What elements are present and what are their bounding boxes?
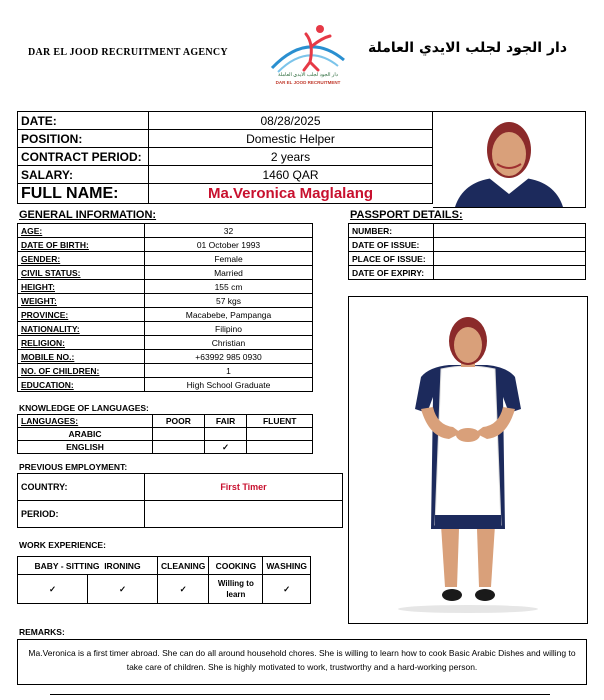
header-ironing: IRONING: [104, 560, 141, 571]
row-value: 57 kgs: [145, 294, 313, 308]
value-ironing: ✓: [88, 575, 158, 604]
row-value: [434, 238, 586, 252]
table-row: [18, 378, 313, 392]
table-row: [18, 252, 313, 266]
table-row: [18, 308, 313, 322]
table-row: [18, 575, 311, 604]
header-babysitting: BABY - SITTING: [34, 560, 100, 571]
logo-caption-arabic: دار الجود لجلب الايدي العاملة: [278, 72, 338, 78]
languages-title: KNOWLEDGE OF LANGUAGES:: [19, 403, 149, 413]
salary-value: 1460 QAR: [149, 166, 433, 184]
summary-table: [17, 111, 433, 204]
table-row: [349, 238, 586, 252]
row-value: 01 October 1993: [145, 238, 313, 252]
position-value: Domestic Helper: [149, 130, 433, 148]
row-label: DATE OF BIRTH:: [18, 238, 145, 252]
work-experience-title: WORK EXPERIENCE:: [19, 540, 106, 550]
row-label: PROVINCE:: [18, 308, 145, 322]
table-row: [18, 224, 313, 238]
row-label: PLACE OF ISSUE:: [349, 252, 434, 266]
table-row: [18, 415, 313, 428]
header-cooking: COOKING: [209, 557, 263, 575]
row-label: NO. OF CHILDREN:: [18, 364, 145, 378]
value-babysitting: ✓: [18, 575, 88, 604]
table-row: [18, 428, 313, 441]
previous-employment-title: PREVIOUS EMPLOYMENT:: [19, 462, 128, 472]
language-poor: [153, 441, 205, 454]
passport-table: [348, 223, 586, 280]
header-cell: FAIR: [204, 415, 247, 428]
row-label: AGE:: [18, 224, 145, 238]
row-value: [434, 224, 586, 238]
value-washing: ✓: [263, 575, 311, 604]
work-experience-table: [17, 556, 311, 604]
general-info-table: [17, 223, 313, 392]
header-cell: POOR: [153, 415, 205, 428]
language-fair: ✓: [204, 441, 247, 454]
row-label: MOBILE NO.:: [18, 350, 145, 364]
row-label: DATE OF ISSUE:: [349, 238, 434, 252]
header-cell: FLUENT: [247, 415, 313, 428]
table-row: [18, 441, 313, 454]
language-fair: [204, 428, 247, 441]
contract-value: 2 years: [149, 148, 433, 166]
agency-name-arabic: دار الجود لجلب الايدي العاملة: [368, 40, 568, 56]
agency-name-english: DAR EL JOOD RECRUITMENT AGENCY: [28, 47, 228, 58]
table-row: [349, 266, 586, 280]
row-label: HEIGHT:: [18, 280, 145, 294]
period-value: [145, 501, 343, 528]
row-label: EDUCATION:: [18, 378, 145, 392]
header-cell: LANGUAGES:: [18, 415, 153, 428]
row-value: Female: [145, 252, 313, 266]
position-label: POSITION:: [18, 130, 149, 148]
table-row: [18, 280, 313, 294]
table-row: [18, 294, 313, 308]
row-value: [434, 252, 586, 266]
table-row: [18, 322, 313, 336]
languages-table: [17, 414, 313, 454]
country-value: First Timer: [145, 474, 343, 501]
salary-label: SALARY:: [18, 166, 149, 184]
table-row: [18, 238, 313, 252]
value-cooking: Willing to learn: [209, 575, 263, 604]
row-label: DATE OF EXPIRY:: [349, 266, 434, 280]
row-value: [434, 266, 586, 280]
period-label: PERIOD:: [18, 501, 145, 528]
value-cleaning: ✓: [158, 575, 209, 604]
header-washing: WASHING: [263, 557, 311, 575]
headshot-photo: [433, 111, 586, 208]
row-value: Married: [145, 266, 313, 280]
full-body-photo: [348, 296, 588, 624]
row-label: NATIONALITY:: [18, 322, 145, 336]
table-row: [18, 474, 343, 501]
row-value: High School Graduate: [145, 378, 313, 392]
table-row: [18, 557, 311, 575]
table-row: [18, 364, 313, 378]
table-row: [18, 350, 313, 364]
table-row: [18, 336, 313, 350]
country-label: COUNTRY:: [18, 474, 145, 501]
row-value: +63992 985 0930: [145, 350, 313, 364]
header-cell: [18, 557, 158, 575]
row-value: Macabebe, Pampanga: [145, 308, 313, 322]
language-fluent: [247, 428, 313, 441]
row-label: WEIGHT:: [18, 294, 145, 308]
row-value: Filipino: [145, 322, 313, 336]
fullname-label: FULL NAME:: [18, 184, 149, 204]
row-value: 155 cm: [145, 280, 313, 294]
table-row: [18, 501, 343, 528]
language-name: ARABIC: [18, 428, 153, 441]
row-value: 1: [145, 364, 313, 378]
previous-employment-table: [17, 473, 343, 528]
date-value: 08/28/2025: [149, 112, 433, 130]
language-poor: [153, 428, 205, 441]
remarks-title: REMARKS:: [19, 627, 65, 637]
row-value: 32: [145, 224, 313, 238]
row-label: NUMBER:: [349, 224, 434, 238]
row-label: GENDER:: [18, 252, 145, 266]
language-name: ENGLISH: [18, 441, 153, 454]
row-label: CIVIL STATUS:: [18, 266, 145, 280]
logo-caption-english: DAR EL JOOD RECRUITMENT: [275, 80, 341, 85]
passport-title: PASSPORT DETAILS:: [350, 209, 463, 221]
contract-label: CONTRACT PERIOD:: [18, 148, 149, 166]
table-row: [349, 252, 586, 266]
row-value: Christian: [145, 336, 313, 350]
remarks-text: Ma.Veronica is a first timer abroad. She can do all around household chores. She is willing to learn how to cook Basic Arabic Dishes and willing to take care of children. She is highly motivated to work, trustworthy and a hard-working person.: [17, 639, 587, 685]
fullname-value: Ma.Veronica Maglalang: [149, 184, 433, 204]
row-label: RELIGION:: [18, 336, 145, 350]
language-fluent: [247, 441, 313, 454]
table-row: [349, 224, 586, 238]
general-info-title: GENERAL INFORMATION:: [19, 209, 157, 221]
table-row: [18, 266, 313, 280]
date-label: DATE:: [18, 112, 149, 130]
bottom-divider: [50, 694, 550, 695]
header-cleaning: CLEANING: [158, 557, 209, 575]
